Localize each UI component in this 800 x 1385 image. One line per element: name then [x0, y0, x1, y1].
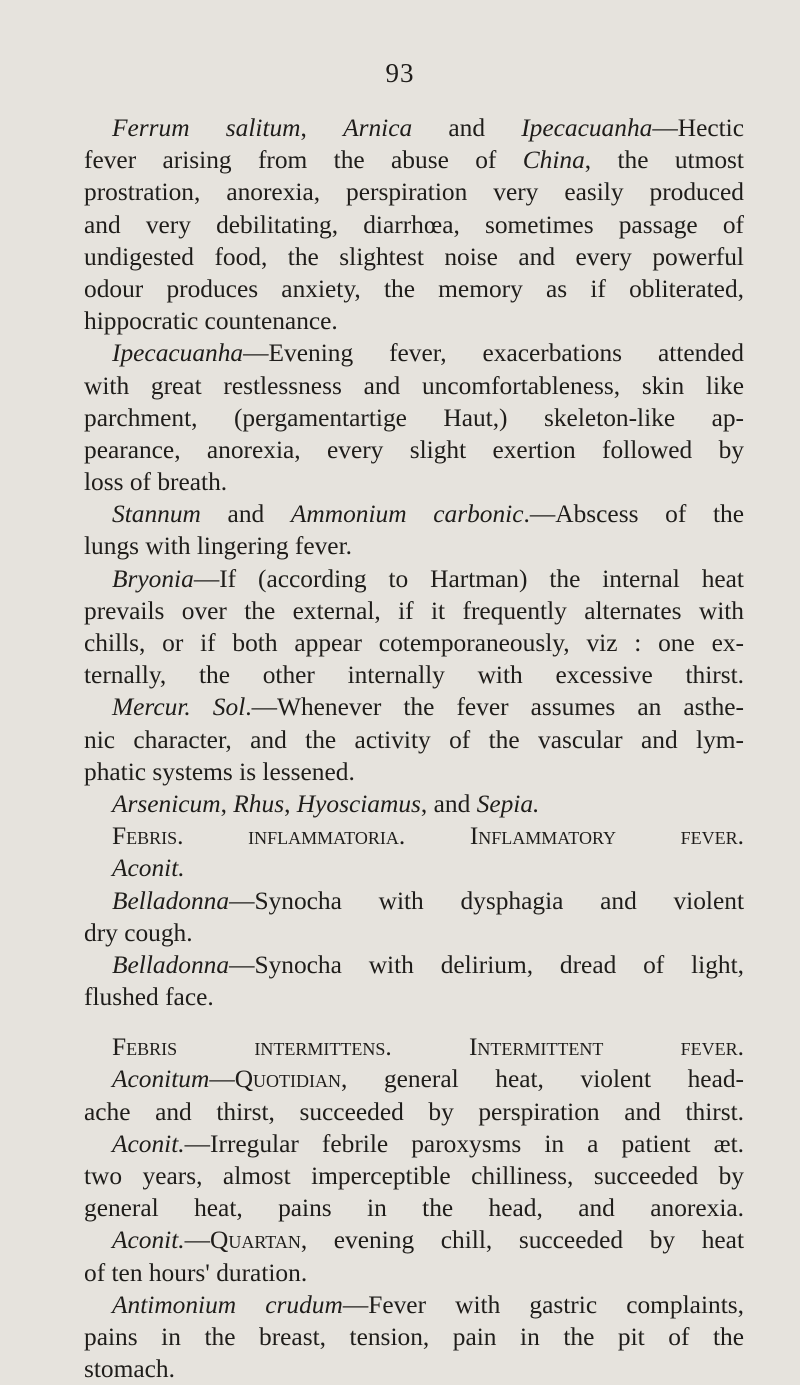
- text-span: —Fever with gastric complaints,: [342, 1290, 744, 1319]
- text-span: flushed face.: [84, 983, 214, 1012]
- text-span: two years, almost imperceptible chilliness, succeeded by: [84, 1162, 744, 1190]
- text-line: [84, 1353, 744, 1385]
- text-span: prevails over the external, if it frequently alternates with: [84, 596, 744, 625]
- text-line: [84, 1128, 744, 1160]
- text-line: [84, 434, 744, 466]
- text-span: parchment, (pergamentartige Haut,) skeleton-like ap-: [84, 403, 744, 432]
- text-line: [84, 402, 744, 434]
- text-span: general heat, pains in the head, and anorexia.: [84, 1194, 744, 1223]
- italic-span: Hyosciamus: [296, 789, 421, 818]
- italic-span: Ipecacuanha: [112, 339, 244, 368]
- text-line: [84, 981, 744, 1013]
- text-span: and: [200, 500, 291, 529]
- text-line: [84, 788, 744, 820]
- text-span: ,: [220, 789, 234, 818]
- text-span: and very debilitating, diarrhœa, sometimes passage of: [84, 210, 744, 239]
- text-line: [84, 1321, 744, 1353]
- italic-span: Stannum: [112, 500, 201, 529]
- text-line: [84, 724, 744, 756]
- text-line: [84, 530, 744, 562]
- italic-span: Rhus: [233, 789, 285, 818]
- text-span: prostration, anorexia, perspiration very easily produced: [84, 178, 744, 207]
- text-span: with great restlessness and uncomfortableness, skin like: [84, 371, 744, 400]
- text-span: —: [209, 1065, 235, 1094]
- text-span: and: [412, 114, 522, 142]
- text-span: —Evening fever, exacerbations attended: [243, 339, 744, 368]
- text-line: [84, 370, 744, 402]
- text-line: [84, 1063, 744, 1095]
- italic-span: Aconit.: [112, 1226, 185, 1255]
- text-line: [84, 1192, 744, 1224]
- small-caps-span: Quotidian: [234, 1065, 342, 1094]
- text-line: [84, 1257, 744, 1289]
- text-span: dry cough.: [84, 918, 193, 947]
- text-span: hippocratic countenance.: [84, 307, 338, 336]
- text-line: [84, 756, 744, 788]
- text-line: [84, 1031, 744, 1063]
- italic-span: Ipecacuanha: [521, 114, 653, 142]
- text-span: nic character, and the activity of the vascular and lym-: [84, 725, 744, 754]
- text-line: [84, 949, 744, 981]
- italic-span: Aconit.: [112, 854, 185, 883]
- text-span: odour produces anxiety, the memory as if obliterated,: [84, 274, 744, 303]
- italic-span: Aconit.: [112, 1129, 185, 1158]
- italic-span: Arsenicum: [112, 789, 221, 818]
- italic-span: Arnica: [343, 114, 413, 142]
- text-line: [84, 176, 744, 208]
- text-line: [84, 852, 744, 884]
- text-line: [84, 659, 744, 691]
- text-span: ternally, the other internally with excessive thirst.: [84, 661, 744, 690]
- italic-span: Ammonium carbonic: [290, 500, 524, 529]
- text-line: [84, 595, 744, 627]
- text-span: pains in the breast, tension, pain in the pit of the: [84, 1322, 744, 1351]
- text-span: —If (according to Hartman) the internal heat: [193, 564, 744, 593]
- text-line: [84, 305, 744, 337]
- text-line: [84, 144, 744, 176]
- text-line: [84, 627, 744, 659]
- text-span: chills, or if both appear cotemporaneously, viz : one ex-: [84, 629, 744, 657]
- text-span: lungs with lingering fever.: [84, 532, 352, 561]
- italic-span: Mercur. Sol: [112, 693, 246, 722]
- text-line: [84, 917, 744, 949]
- text-span: , evening chill, succeeded by heat: [300, 1226, 744, 1255]
- text-span: pearance, anorexia, every slight exertion followed by: [84, 435, 744, 464]
- text-span: ache and thirst, succeeded by perspiration and thirst.: [84, 1097, 744, 1126]
- text-span: —Hectic: [652, 114, 744, 142]
- italic-span: Ferrum salitum: [112, 114, 301, 142]
- text-line: [84, 466, 744, 498]
- text-line: [84, 1224, 744, 1256]
- text-line: [84, 241, 744, 273]
- text-line: [84, 820, 744, 852]
- text-span: fever arising from the abuse of: [84, 146, 523, 175]
- text-span: stomach.: [84, 1355, 175, 1384]
- text-span: undigested food, the slightest noise and every powerful: [84, 242, 744, 271]
- text-span: .—Abscess of the: [523, 500, 745, 529]
- text-line: [84, 563, 744, 595]
- text-span: , general heat, violent head-: [341, 1065, 744, 1094]
- text-line: [84, 885, 744, 917]
- text-span: —Irregular febrile paroxysms in a patient æt.: [184, 1129, 744, 1158]
- text-span: phatic systems is lessened.: [84, 757, 355, 786]
- text-span: ,: [300, 114, 344, 142]
- italic-span: China: [522, 146, 585, 175]
- italic-span: Sepia.: [476, 789, 540, 818]
- italic-span: Aconitum: [112, 1065, 210, 1094]
- small-caps-span: Quartan: [210, 1226, 301, 1255]
- italic-span: Antimonium crudum: [112, 1290, 343, 1319]
- small-caps-span: Febris intermittens. Intermittent fever.: [112, 1033, 744, 1062]
- text-span: , and: [420, 789, 477, 818]
- text-span: .—Whenever the fever assumes an asthe-: [245, 693, 744, 722]
- italic-span: Belladonna: [112, 950, 230, 979]
- page-number: 93: [385, 58, 415, 88]
- text-span: of ten hours' duration.: [84, 1258, 308, 1287]
- text-line: [84, 273, 744, 305]
- text-span: —: [184, 1226, 211, 1255]
- text-line: [84, 691, 744, 723]
- italic-span: Belladonna: [112, 886, 230, 915]
- italic-span: Bryonia: [112, 564, 194, 593]
- small-caps-span: Febris. inflammatoria. Inflammatory fever.: [112, 822, 744, 851]
- text-line: [84, 1096, 744, 1128]
- text-span: loss of breath.: [84, 468, 228, 497]
- text-line: [84, 1160, 744, 1192]
- line-gap: [84, 1013, 744, 1031]
- text-line: [84, 1289, 744, 1321]
- body-text: [84, 112, 744, 1385]
- text-span: —Synocha with dysphagia and violent: [229, 886, 744, 915]
- text-span: , the utmost: [584, 146, 744, 175]
- text-line: [84, 209, 744, 241]
- text-line: [84, 337, 744, 369]
- text-line: [84, 498, 744, 530]
- text-span: ,: [284, 789, 297, 818]
- text-span: —Synocha with delirium, dread of light,: [229, 950, 744, 979]
- text-line: [84, 112, 744, 144]
